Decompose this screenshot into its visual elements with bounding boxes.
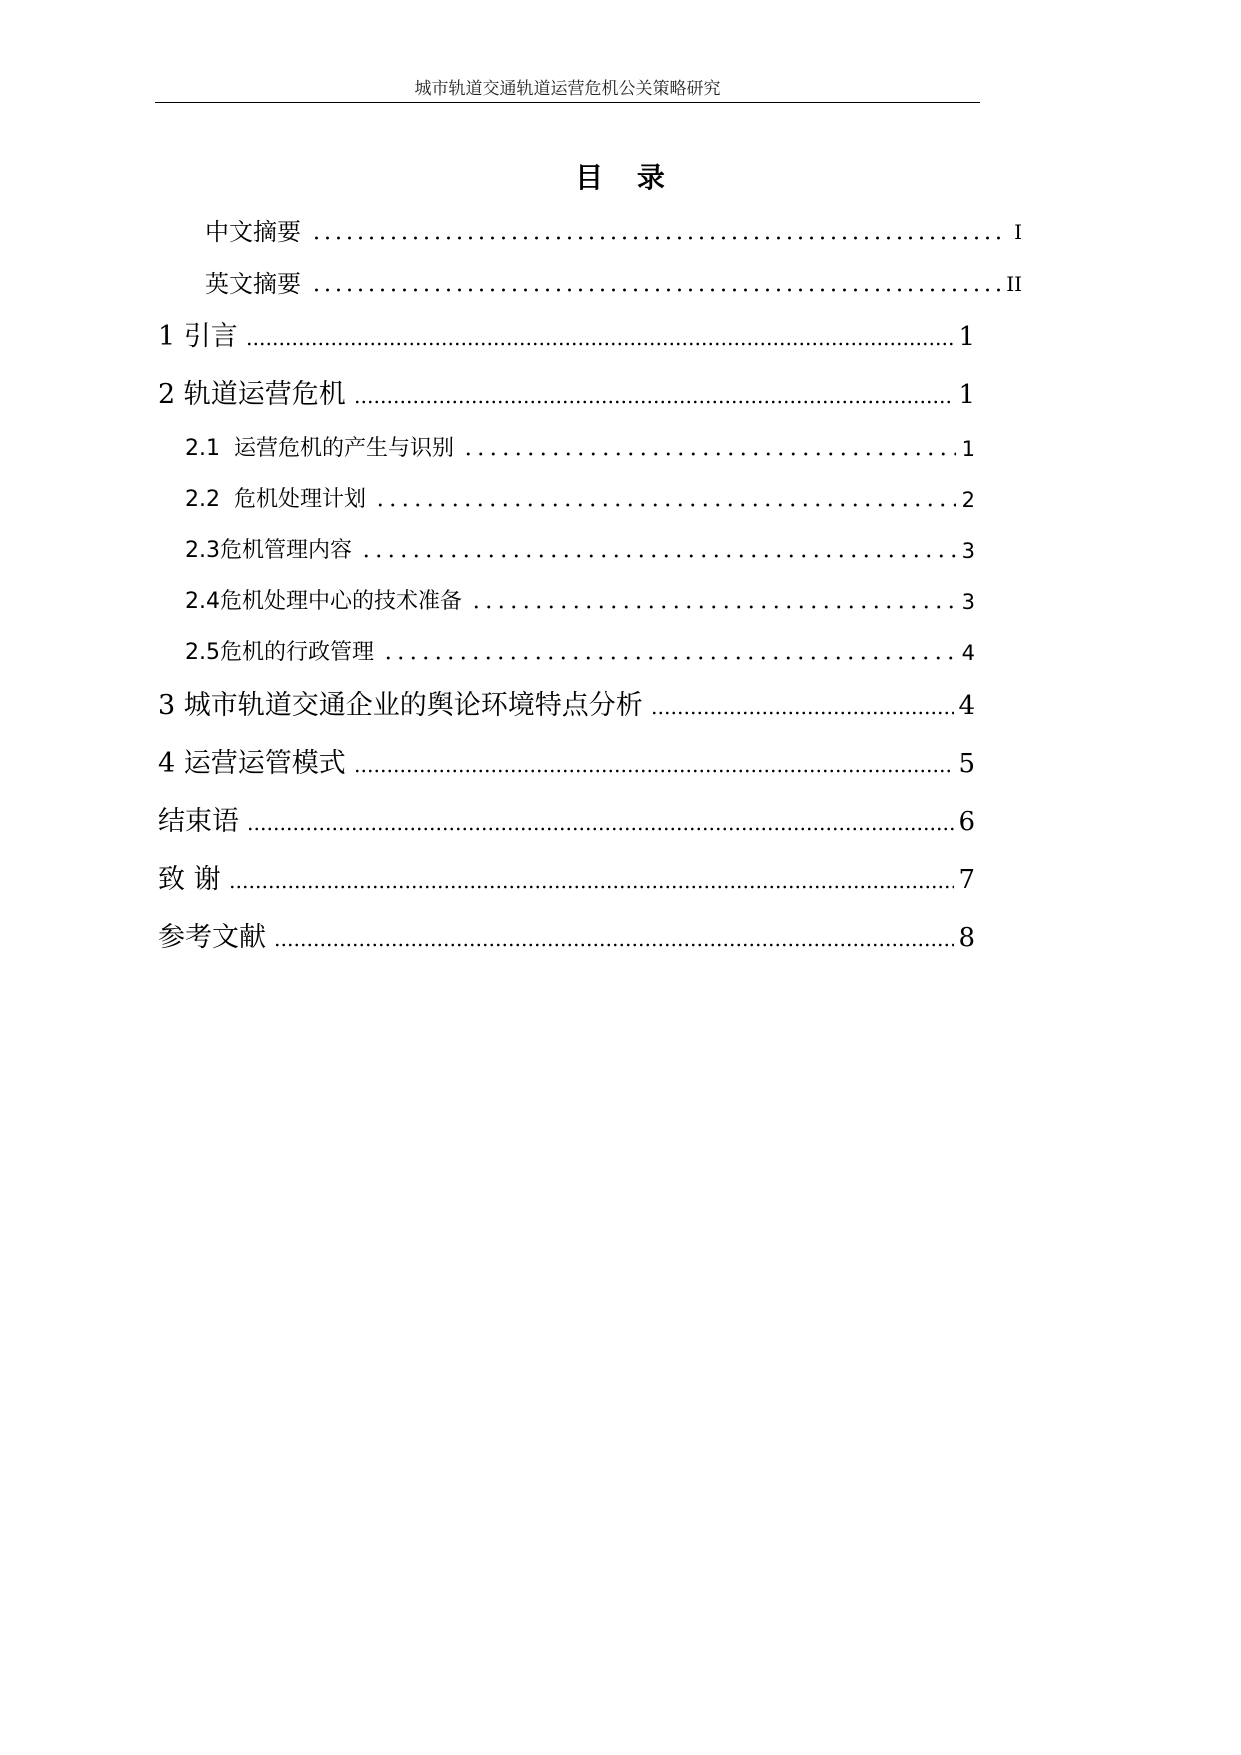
toc-entry-label: 英文摘要 [205,270,301,298]
toc-entry-label: 1 引言 [158,321,238,352]
dot-leader [274,943,954,947]
header-rule [155,102,980,103]
toc-entry-references [158,921,975,955]
dot-leader [229,885,955,889]
dot-leader [246,342,955,346]
dot-leader [360,554,956,558]
dot-leader [354,400,955,404]
dot-leader [311,236,1008,240]
toc-entry-conclusion [158,805,975,839]
toc-entry-chapter-3 [158,689,975,723]
toc-entry-label: 2.3危机管理内容 [185,538,352,563]
toc-entry-section-2-5 [185,639,975,667]
toc-entry-label: 2.1 运营危机的产生与识别 [185,436,454,461]
toc-entry-page: 8 [958,923,975,953]
toc-entry-label: 3 城市轨道交通企业的舆论环境特点分析 [158,690,643,721]
toc-entry-page: 1 [958,380,975,410]
toc-entry-page: 1 [958,322,975,352]
toc-title: 目 录 [575,161,665,194]
toc-entry-acknowledgements [158,863,975,897]
toc-entry-section-2-3 [185,537,975,565]
toc-entry-page: I [1014,220,1022,244]
toc-entry-label: 2.4危机处理中心的技术准备 [185,589,462,614]
toc-entry-page: 2 [961,488,975,512]
dot-leader [374,503,956,507]
dot-leader [354,769,955,773]
dot-leader [462,452,956,456]
running-header: 城市轨道交通轨道运营危机公关策略研究 [414,79,721,99]
toc-entry-chinese-abstract [205,217,1022,247]
toc-entry-label: 中文摘要 [205,218,301,246]
toc-entry-english-abstract [205,269,1022,299]
toc-entry-page: 6 [958,807,975,837]
toc-entry-label: 致 谢 [158,864,221,895]
toc-entry-label: 参考文献 [158,922,266,953]
dot-leader [311,288,1000,292]
dot-leader [247,827,954,831]
toc-entry-label: 结束语 [158,806,239,837]
toc-entry-section-2-2 [185,486,975,514]
toc-entry-label: 2 轨道运营危机 [158,379,346,410]
toc-entry-section-2-4 [185,588,975,616]
toc-entry-page: II [1006,272,1022,296]
toc-entry-chapter-2 [158,378,975,412]
toc-entry-page: 3 [961,539,975,563]
toc-entry-page: 5 [958,749,975,779]
toc-entry-chapter-4 [158,747,975,781]
toc-entry-page: 7 [958,865,975,895]
toc-entry-chapter-1 [158,320,975,354]
toc-entry-page: 4 [961,641,975,665]
dot-leader [382,656,956,660]
toc-entry-page: 4 [958,691,975,721]
toc-entry-label: 4 运营运管模式 [158,748,346,779]
toc-entry-section-2-1 [185,435,975,463]
toc-entry-label: 2.5危机的行政管理 [185,640,374,665]
dot-leader [651,711,955,715]
dot-leader [470,605,956,609]
toc-entry-page: 3 [961,590,975,614]
toc-entry-page: 1 [961,437,975,461]
toc-entry-label: 2.2 危机处理计划 [185,487,366,512]
